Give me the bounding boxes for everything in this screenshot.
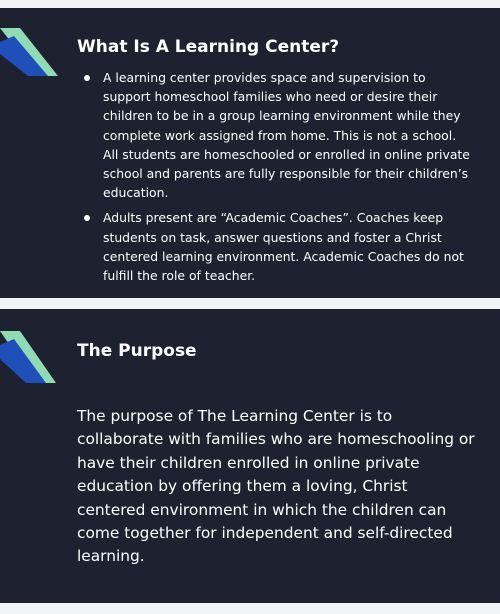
bullet-item: [84, 208, 470, 285]
bullet-item: [84, 68, 470, 202]
bullet-list: [84, 68, 470, 285]
corner-accent-shape: [0, 309, 60, 389]
bullet-dot-icon: [84, 215, 90, 221]
corner-accent-shape: [0, 8, 60, 88]
bullet-text: Adults present are “Academic Coaches”. Coaches keep students on task, answer questions and foster a Christ centered learning environment. Academic Coaches do not fulfill the role of teacher.: [103, 210, 464, 284]
slide-title: What Is A Learning Center?: [77, 37, 340, 57]
purpose-text: The purpose of The Learning Center is to collaborate with families who are homeschooling or have their children enrolled in online private education by offering them a loving, Christ centered environment in which the children can come together for independent and self-directed learning.: [77, 407, 475, 566]
slide-title: The Purpose: [77, 341, 197, 361]
bullet-dot-icon: [84, 75, 90, 81]
slide-what-is-learning-center: [0, 8, 500, 298]
bullet-text: A learning center provides space and supervision to support homeschool families who need or desire their children to be in a group learning environment while they complete work assigned from home. This is not a school. All students are homeschooled or enrolled in online private school and parents are fully responsible for their children’s education.: [103, 70, 470, 201]
slide-the-purpose: [0, 309, 500, 603]
